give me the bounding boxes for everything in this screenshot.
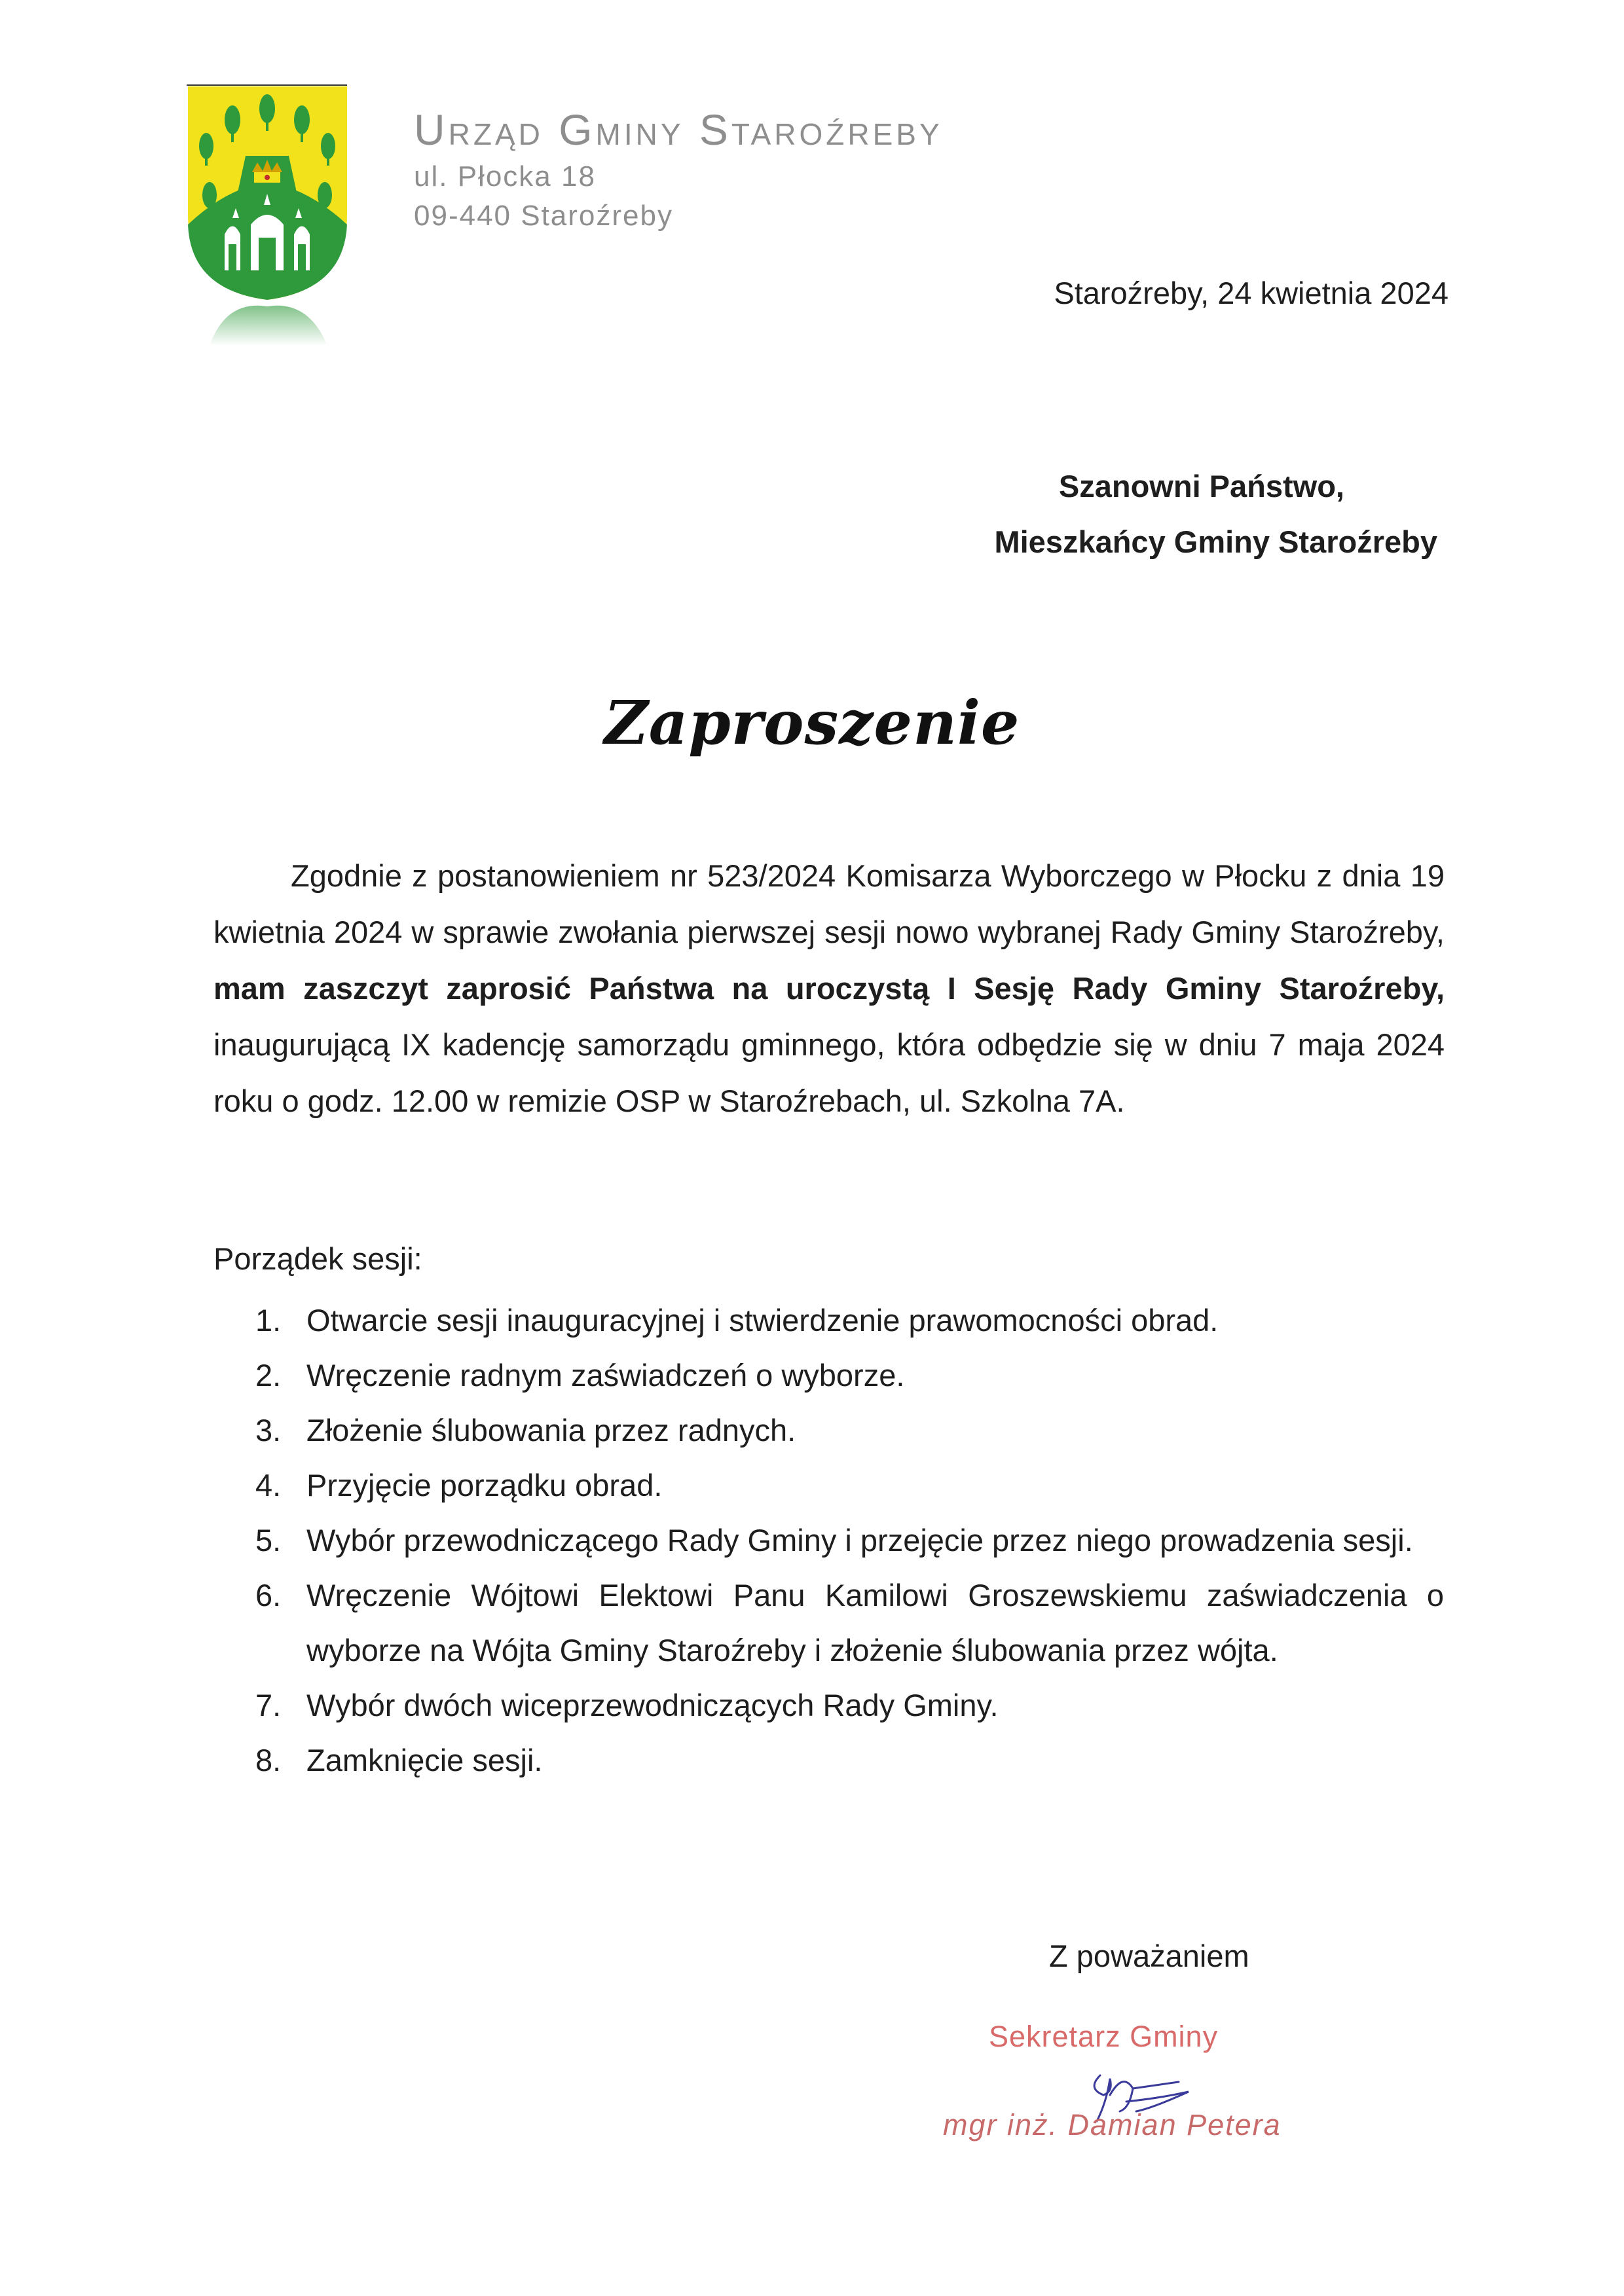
agenda-item-number: 2. [255,1358,282,1393]
agenda-item-text: Otwarcie sesji inauguracyjnej i stwierdzenie prawomocności obrad. [306,1303,1219,1338]
agenda-list [255,1293,1444,1788]
agenda-item-text: Wręczenie Wójtowi Elektowi Panu Kamilowi Groszewskiemu zaświadczenia o wyborze na Wójta Gminy Staroźreby i złożenie ślubowania przez wójta. [306,1578,1444,1667]
agenda-item-text: Zamknięcie sesji. [306,1743,543,1777]
agenda-item-number: 6. [255,1578,282,1613]
agenda-item [255,1733,1444,1788]
office-name: Urząd Gminy Staroźreby [414,105,943,154]
coat-of-arms-icon [187,84,360,346]
agenda-item-number: 1. [255,1303,282,1338]
agenda-item [255,1568,1444,1678]
agenda-item [255,1403,1444,1458]
agenda-item-text: Wybór przewodniczącego Rady Gminy i przejęcie przez niego prowadzenia sesji. [306,1523,1413,1558]
agenda-label: Porządek sesji: [213,1241,422,1276]
address-street: ul. Płocka 18 [414,160,596,192]
agenda-item-text: Wręczenie radnym zaświadczeń o wyborze. [306,1358,905,1393]
salutation-line-1: Szanowni Państwo, [1058,469,1344,503]
address-city: 09-440 Staroźreby [414,200,673,232]
agenda-item-text: Złożenie ślubowania przez radnych. [306,1413,796,1448]
agenda-item-number: 4. [255,1468,282,1503]
closing-phrase: Z poważaniem [1049,1939,1249,1973]
agenda-item [255,1513,1444,1568]
agenda-item-number: 8. [255,1743,282,1777]
stamp-title: Sekretarz Gminy [989,2020,1219,2053]
body-part-1: Zgodnie z postanowieniem nr 523/2024 Komisarza Wyborczego w Płocku z dnia 19 kwietnia 2024 w sprawie zwołania pierwszej sesji nowo wybranej Rady Gminy Staroźreby, [213,858,1445,949]
agenda-item [255,1293,1444,1348]
salutation-line-2: Mieszkańcy Gminy Staroźreby [994,524,1437,559]
agenda-item-number: 5. [255,1523,282,1558]
agenda-item-text: Przyjęcie porządku obrad. [306,1468,663,1503]
invitation-body [213,848,1445,1129]
letter-date: Staroźreby, 24 kwietnia 2024 [1054,276,1449,310]
agenda-item-number: 3. [255,1413,282,1448]
agenda-item-number: 7. [255,1688,282,1722]
stamp-name: mgr inż. Damian Petera [943,2108,1282,2141]
agenda-item [255,1458,1444,1513]
agenda-item [255,1348,1444,1403]
document-title: Zaproszenie [604,687,1020,758]
body-part-3: inaugurującą IX kadencję samorządu gminnego, która odbędzie się w dniu 7 maja 2024 roku o godz. 12.00 w remizie OSP w Staroźrebach, ul. Szkolna 7A. [213,1027,1445,1118]
agenda-item-text: Wybór dwóch wiceprzewodniczących Rady Gminy. [306,1688,999,1722]
body-part-bold: mam zaszczyt zaprosić Państwa na uroczystą I Sesję Rady Gminy Staroźreby, [213,971,1445,1006]
agenda-item [255,1678,1444,1733]
